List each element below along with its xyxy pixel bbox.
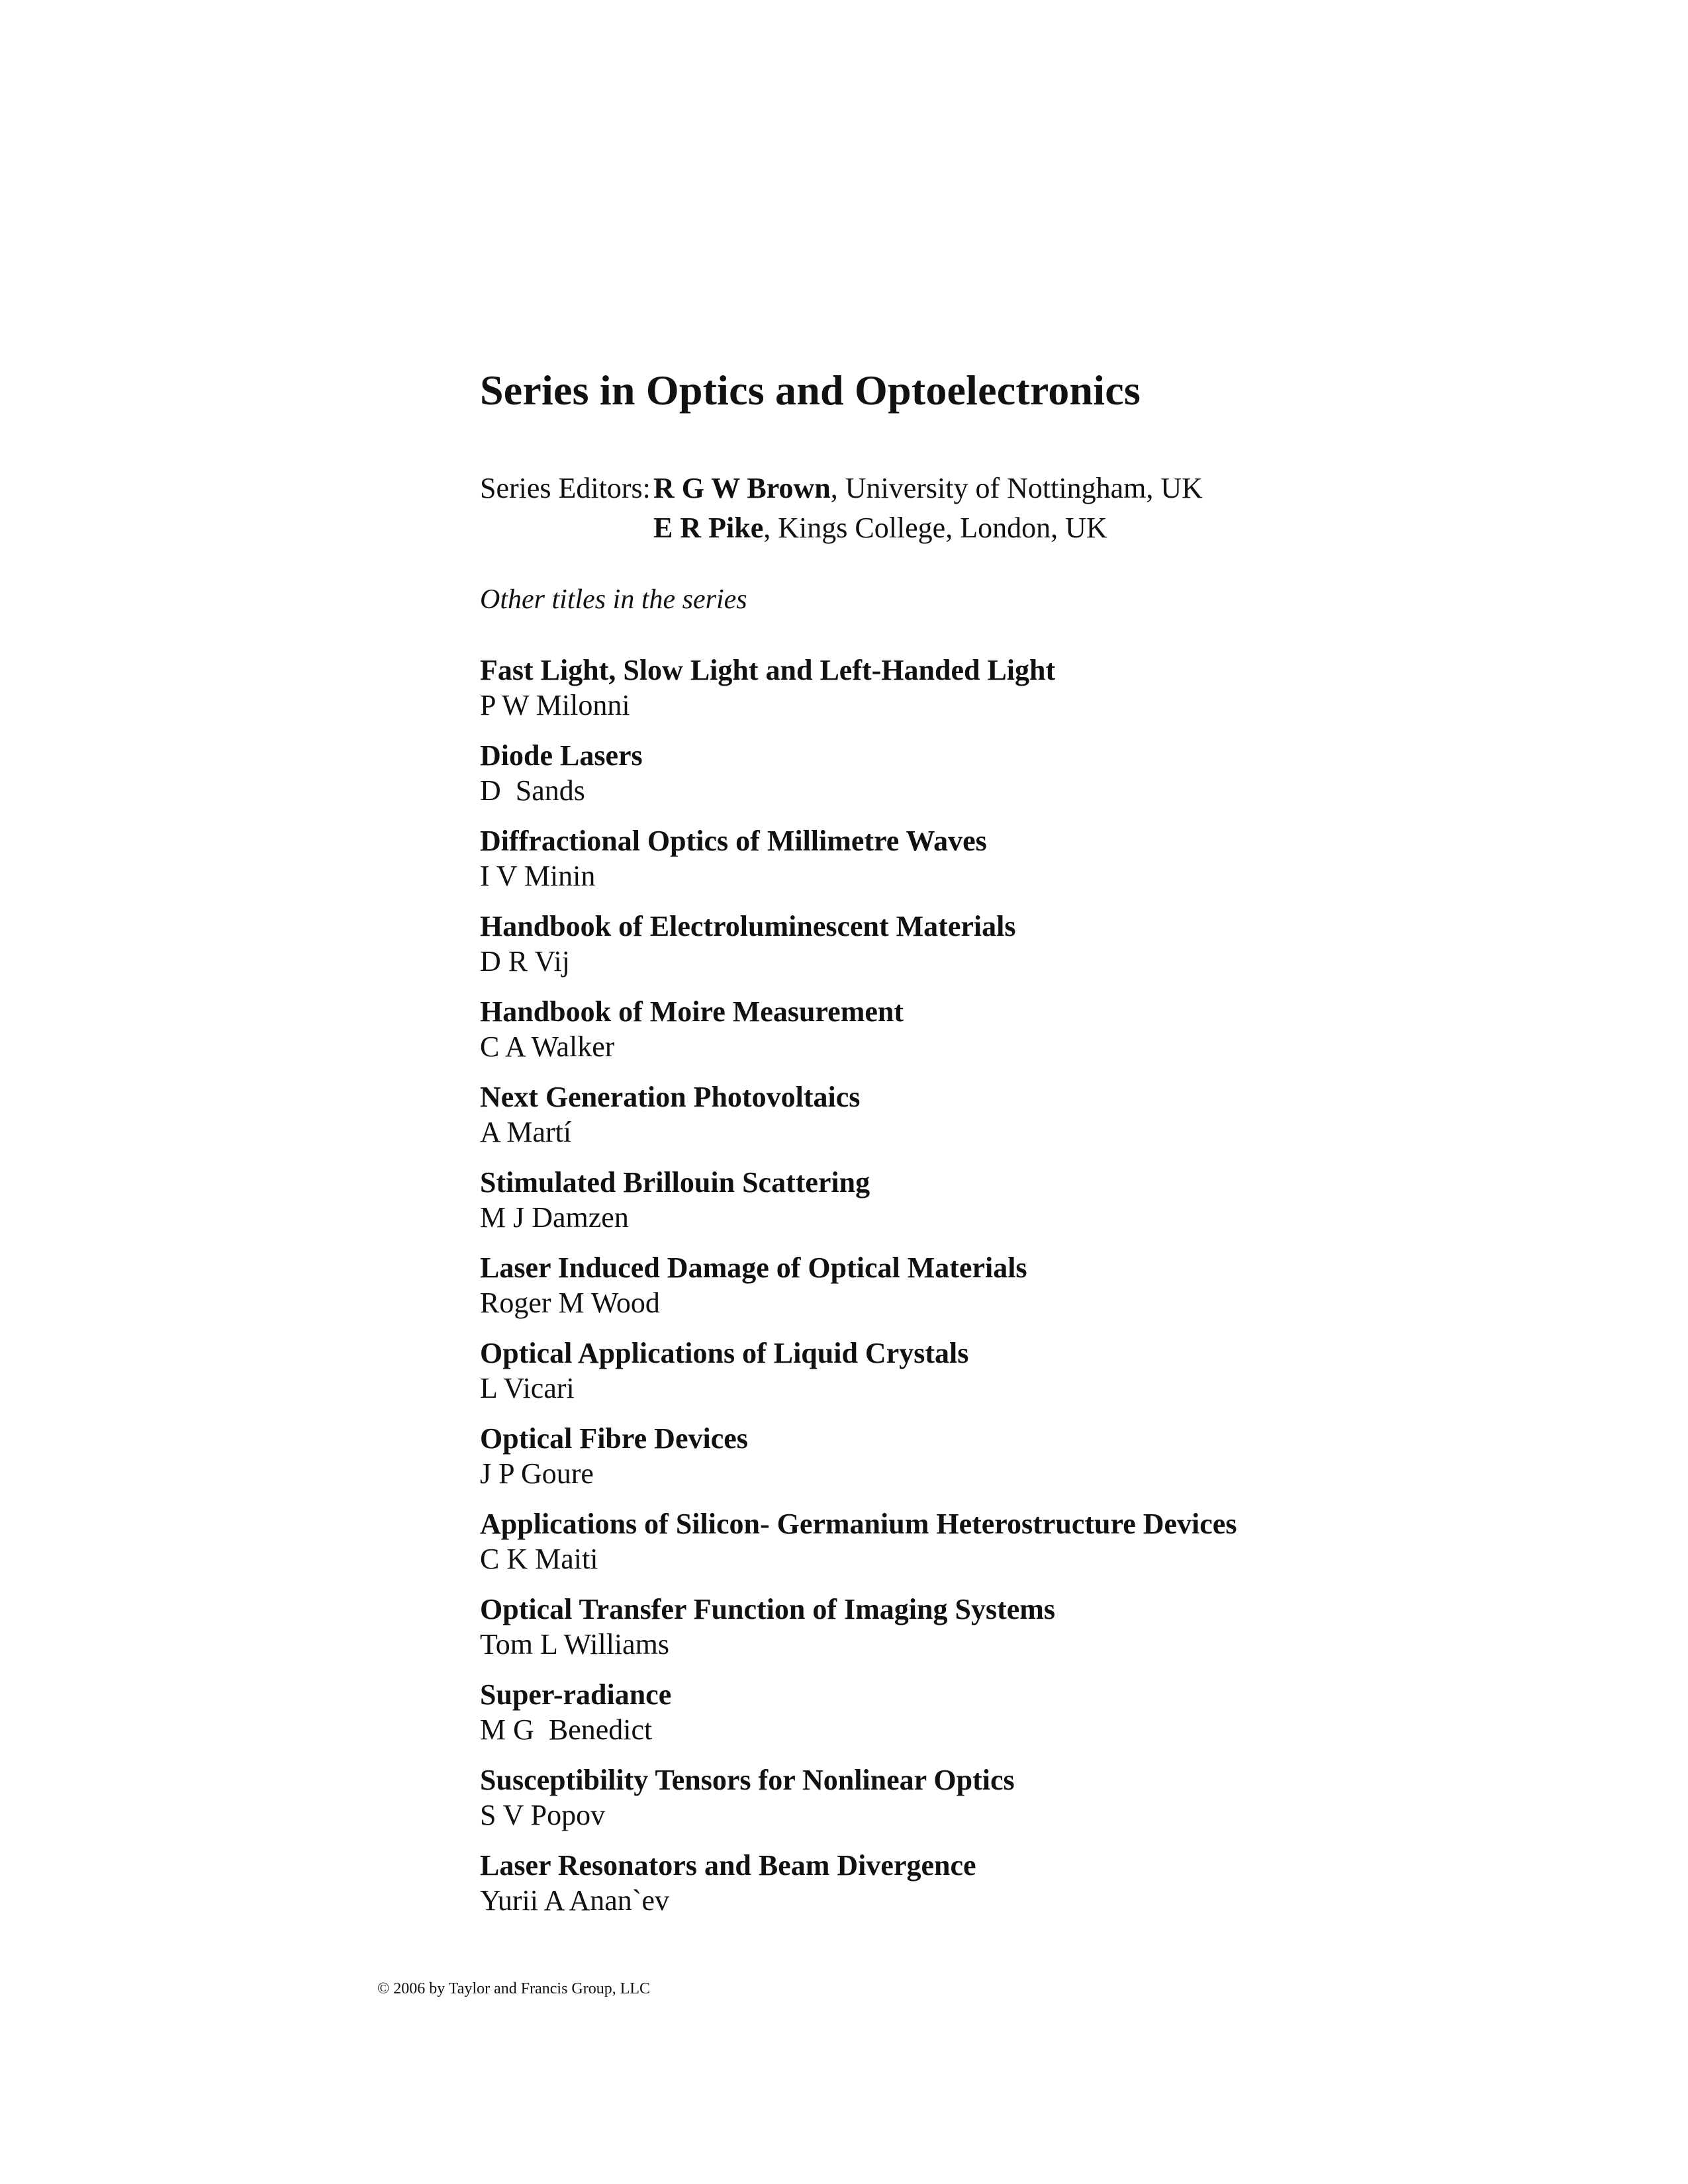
series-editors [480, 469, 1407, 548]
book-title: Optical Applications of Liquid Crystals [480, 1337, 969, 1369]
editor-name: R G W Brown [653, 472, 831, 504]
book-author: C A Walker [480, 1030, 615, 1063]
book-title: Applications of Silicon- Germanium Heterostructure Devices [480, 1508, 1237, 1540]
list-item [480, 823, 1407, 893]
list-item [480, 1421, 1407, 1491]
book-author: M J Damzen [480, 1201, 629, 1234]
book-author: Roger M Wood [480, 1287, 660, 1319]
book-title: Fast Light, Slow Light and Left-Handed Light [480, 654, 1056, 686]
book-author: S V Popov [480, 1799, 606, 1831]
list-item [480, 1250, 1407, 1320]
list-item [480, 1848, 1407, 1918]
editor-affiliation: , University of Nottingham, UK [830, 472, 1203, 504]
series-title: Series in Optics and Optoelectronics [480, 367, 1141, 414]
content-column [480, 364, 1407, 1933]
book-title: Next Generation Photovoltaics [480, 1081, 861, 1113]
editor-line [653, 469, 1203, 508]
book-title: Diode Lasers [480, 739, 643, 772]
list-item [480, 1506, 1407, 1576]
book-title: Handbook of Electroluminescent Materials [480, 910, 1016, 942]
book-title: Susceptibility Tensors for Nonlinear Optics [480, 1764, 1015, 1796]
editor-affiliation: , Kings College, London, UK [763, 512, 1107, 544]
book-author: D R Vij [480, 945, 570, 978]
list-item [480, 1336, 1407, 1406]
book-author: C K Maiti [480, 1543, 598, 1575]
editor-name: E R Pike [653, 512, 764, 544]
book-title: Super-radiance [480, 1678, 672, 1711]
book-author: L Vicari [480, 1372, 575, 1404]
book-title: Stimulated Brillouin Scattering [480, 1166, 870, 1199]
book-title: Optical Fibre Devices [480, 1422, 748, 1455]
book-author: Tom L Williams [480, 1628, 670, 1661]
book-author: Yurii A Anan`ev [480, 1884, 669, 1917]
list-item [480, 909, 1407, 979]
book-author: I V Minin [480, 860, 596, 892]
list-item [480, 994, 1407, 1064]
book-author: P W Milonni [480, 689, 630, 721]
list-item [480, 1592, 1407, 1662]
book-author: J P Goure [480, 1457, 594, 1490]
book-title: Optical Transfer Function of Imaging Systems [480, 1593, 1056, 1625]
book-author: D Sands [480, 774, 585, 807]
book-author: A Martí [480, 1116, 572, 1148]
book-title: Handbook of Moire Measurement [480, 995, 904, 1028]
list-item [480, 1079, 1407, 1150]
titles-list [480, 653, 1407, 1918]
series-editors-label: Series Editors: [480, 472, 651, 504]
editor-line [653, 508, 1203, 548]
list-item [480, 738, 1407, 808]
book-title: Laser Induced Damage of Optical Materials [480, 1251, 1027, 1284]
list-item [480, 1677, 1407, 1747]
list-item [480, 1762, 1407, 1833]
book-author: M G Benedict [480, 1713, 653, 1746]
copyright-notice: © 2006 by Taylor and Francis Group, LLC [377, 1980, 651, 1997]
series-editors-list [653, 469, 1203, 548]
list-item [480, 653, 1407, 723]
other-titles-heading: Other titles in the series [480, 584, 747, 615]
book-title: Laser Resonators and Beam Divergence [480, 1849, 976, 1882]
book-title: Diffractional Optics of Millimetre Waves [480, 825, 987, 857]
list-item [480, 1165, 1407, 1235]
